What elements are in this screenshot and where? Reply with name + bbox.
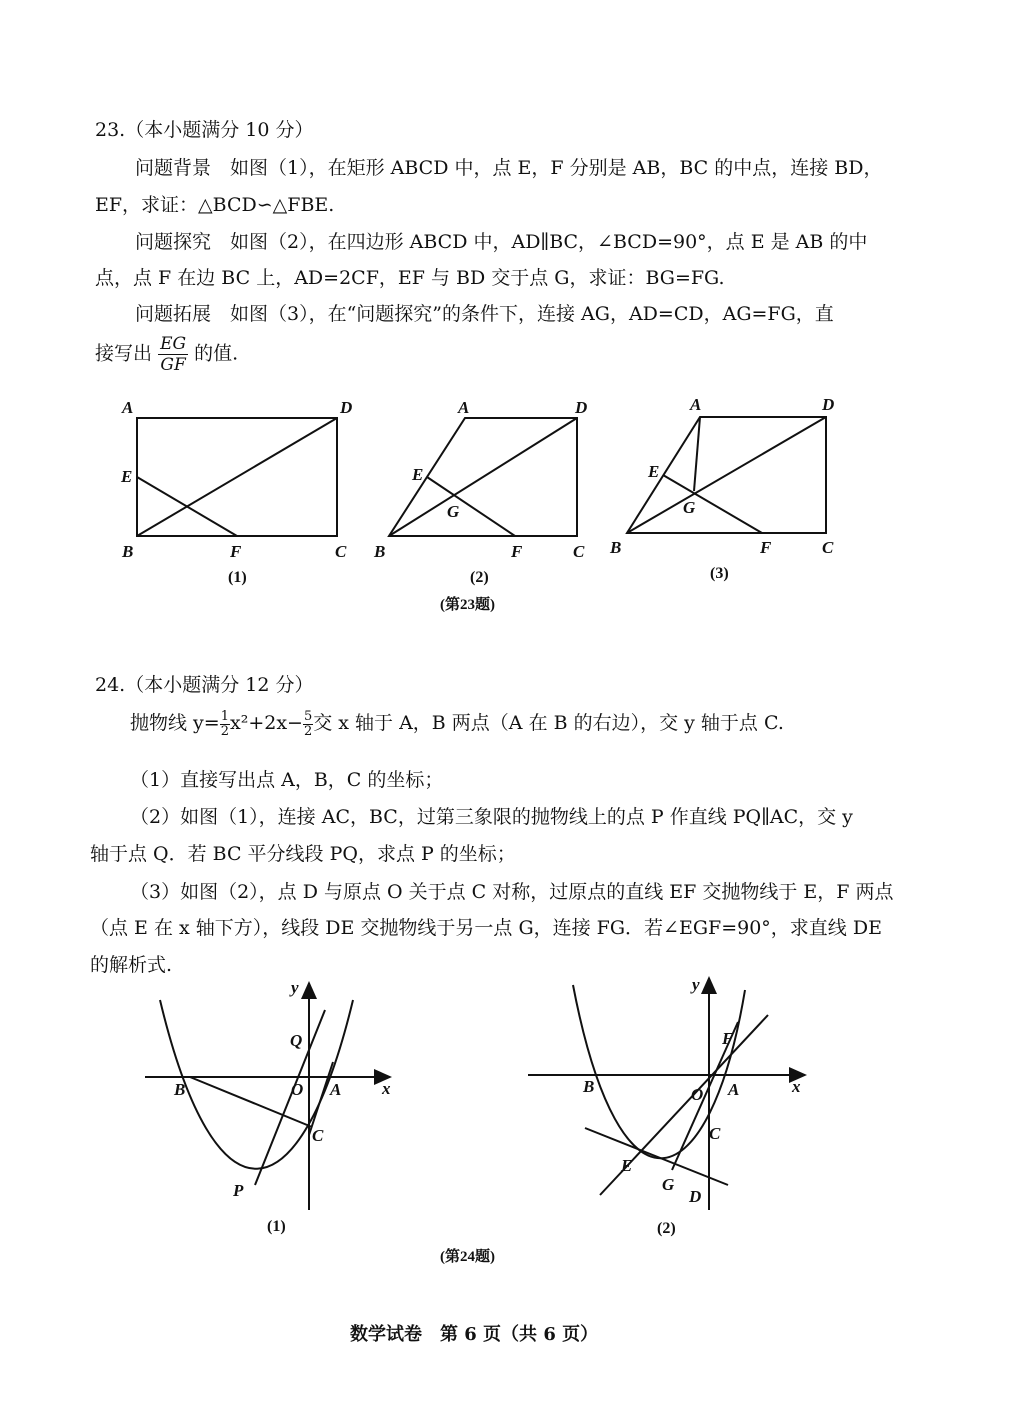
one-half-fraction — [220, 710, 230, 739]
label-c: C — [312, 1126, 324, 1145]
q23-extend-line1: 问题拓展 如图（3），在“问题探究”的条件下，连接 AG，AD=CD，AG=FG，直 — [135, 303, 834, 325]
label-f: F — [722, 1029, 734, 1048]
fraction-denominator: GF — [160, 355, 186, 375]
figure-subcaption-1: (1) — [228, 569, 247, 586]
label-g: G — [447, 502, 460, 521]
q24-figure-2 — [525, 970, 815, 1245]
label-q: Q — [290, 1031, 303, 1050]
label-b: B — [122, 542, 134, 561]
q23-figure-1 — [110, 395, 370, 595]
label-y: y — [692, 975, 700, 994]
q24-part1: （1）直接写出点 A，B，C 的坐标； — [130, 769, 444, 791]
q24-header: 24.（本小题满分 12 分） — [95, 674, 314, 696]
label-c: C — [335, 542, 347, 561]
figure-subcaption-2: (2) — [657, 1220, 676, 1237]
fraction-denominator: 2 — [303, 723, 313, 739]
q24-part3-line1: （3）如图（2），点 D 与原点 O 关于点 C 对称，过原点的直线 EF 交抛物线于 E，F 两点 — [130, 881, 894, 903]
label-a: A — [458, 398, 470, 417]
segment-bd — [137, 418, 337, 536]
label-f: F — [511, 542, 523, 561]
q23-header: 23.（本小题满分 10 分） — [95, 119, 314, 141]
fraction-numerator: 5 — [303, 708, 313, 724]
label-o: O — [291, 1080, 304, 1099]
q24-part2-line2: 轴于点 Q．若 BC 平分线段 PQ，求点 P 的坐标； — [90, 843, 516, 865]
label-d: D — [575, 398, 588, 417]
label-a: A — [690, 395, 702, 414]
q24-intro-start: 抛物线 y= — [130, 712, 220, 734]
fraction-denominator: 2 — [220, 723, 229, 739]
label-a: A — [728, 1080, 740, 1099]
q24-intro-end: 交 x 轴于 A，B 两点（A 在 B 的右边），交 y 轴于点 C. — [313, 712, 784, 734]
label-e: E — [621, 1156, 633, 1175]
q24-intro — [130, 708, 784, 739]
q23-figure-3 — [600, 390, 850, 590]
label-c: C — [709, 1124, 721, 1143]
five-halves-fraction — [303, 710, 313, 739]
parabola — [160, 1000, 353, 1169]
label-b: B — [583, 1077, 595, 1096]
label-e: E — [412, 465, 424, 484]
figure-subcaption-3: (3) — [710, 565, 729, 582]
q23-background-line1: 问题背景 如图（1），在矩形 ABCD 中，点 E，F 分别是 AB，BC 的中点，连接 BD， — [135, 157, 883, 179]
q24-part2-line1: （2）如图（1），连接 AC，BC，过第三象限的抛物线上的点 P 作直线 PQ∥AC，交 y — [130, 806, 853, 828]
q24-figure-caption: (第24题) — [440, 1249, 495, 1265]
label-a: A — [330, 1080, 342, 1099]
label-x: x — [382, 1079, 391, 1098]
figure-subcaption-2: (2) — [470, 569, 489, 586]
label-g: G — [683, 498, 696, 517]
figure-subcaption-1: (1) — [267, 1218, 286, 1235]
label-d: D — [340, 398, 353, 417]
q23-explore-line1: 问题探究 如图（2），在四边形 ABCD 中，AD∥BC，∠BCD=90°，点 E 是 AB 的中 — [135, 231, 868, 253]
q24-intro-middle: x²+2x− — [229, 712, 303, 734]
q23-explore-line2: 点，点 F 在边 BC 上，AD=2CF，EF 与 BD 交于点 G，求证：BG=FG. — [95, 267, 725, 289]
q23-figure-caption: (第23题) — [440, 597, 495, 613]
q23-background-line2: EF，求证：△BCD∽△FBE. — [95, 194, 335, 216]
label-a: A — [122, 398, 134, 417]
q24-figure-1 — [140, 975, 400, 1245]
label-d: D — [689, 1187, 702, 1206]
label-b: B — [610, 538, 622, 557]
eg-over-gf-fraction — [158, 334, 188, 375]
label-b: B — [374, 542, 386, 561]
page-footer: 数学试卷 第 6 页（共 6 页） — [350, 1324, 599, 1345]
q23-extend-prefix: 接写出 — [95, 342, 153, 365]
q24-part3-line2: （点 E 在 x 轴下方），线段 DE 交抛物线于另一点 G，连接 FG．若∠EGF=90°，求直线 DE — [90, 917, 882, 939]
label-b: B — [174, 1080, 186, 1099]
segment-ag — [694, 417, 700, 491]
label-e: E — [648, 462, 660, 481]
line-de — [585, 1128, 728, 1185]
q23-figure-2 — [370, 395, 600, 595]
fraction-numerator: 1 — [220, 708, 229, 724]
q24-part3-line3: 的解析式. — [90, 954, 173, 976]
label-x: x — [792, 1077, 801, 1096]
label-o: O — [691, 1085, 704, 1104]
fraction-numerator: EG — [160, 334, 187, 354]
label-f: F — [230, 542, 242, 561]
label-d: D — [822, 395, 835, 414]
label-g: G — [662, 1175, 675, 1194]
label-p: P — [233, 1181, 244, 1200]
segment-ef — [427, 477, 515, 536]
q23-extend-suffix: 的值. — [194, 342, 239, 365]
label-y: y — [291, 978, 299, 997]
label-c: C — [573, 542, 585, 561]
label-e: E — [121, 467, 133, 486]
q23-extend-line2 — [95, 334, 238, 375]
label-f: F — [760, 538, 772, 557]
label-c: C — [822, 538, 834, 557]
